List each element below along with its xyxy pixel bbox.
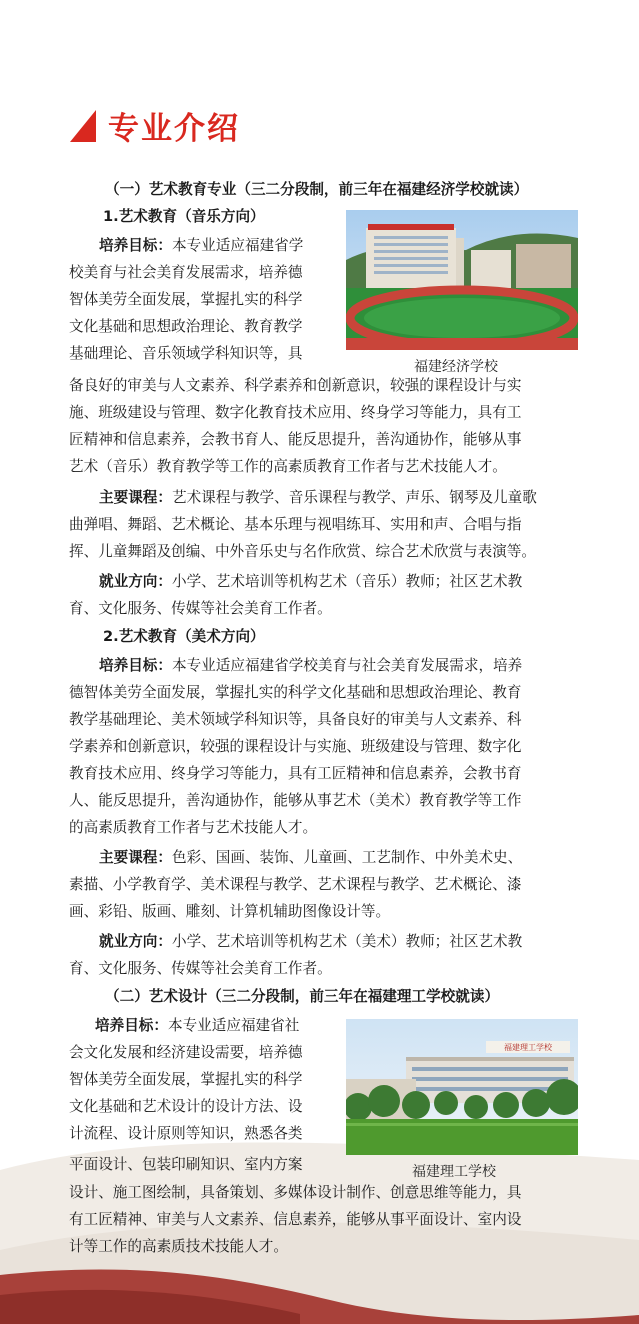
paragraph-line: 曲弹唱、舞蹈、艺术概论、基本乐理与视唱练耳、实用和声、合唱与指 bbox=[69, 516, 522, 533]
paragraph-line: 文化基础和思想政治理论、教育教学 bbox=[69, 318, 303, 335]
paragraph-line: 施、班级建设与管理、数字化教育技术应用、终身学习等能力，具有工 bbox=[69, 404, 522, 421]
subsection-title: （二）艺术设计（三二分段制，前三年在福建理工学校就读） bbox=[105, 988, 500, 1005]
major-title: 2.艺术教育（美术方向） bbox=[103, 628, 265, 645]
paragraph-line: 基础理论、音乐领域学科知识等，具 bbox=[69, 345, 303, 362]
section-heading bbox=[70, 103, 240, 148]
paragraph-line: 教学基础理论、美术领域学科知识等，具备良好的审美与人文素养、科 bbox=[69, 711, 522, 728]
subsection-title: （一）艺术教育专业（三二分段制，前三年在福建经济学校就读） bbox=[105, 181, 529, 198]
paragraph-line: 育、文化服务、传媒等社会美育工作者。 bbox=[69, 600, 332, 617]
paragraph-line: 会文化发展和经济建设需要，培养德 bbox=[69, 1044, 303, 1061]
paragraph-line: 的高素质教育工作者与艺术技能人才。 bbox=[69, 819, 318, 836]
photo-caption: 福建经济学校 bbox=[414, 359, 498, 375]
paragraph-line: 平面设计、包装印刷知识、室内方案 bbox=[69, 1156, 303, 1173]
paragraph-line: 主要课程：艺术课程与教学、音乐课程与教学、声乐、钢琴及儿童歌 bbox=[99, 489, 537, 506]
paragraph-line: 文化基础和艺术设计的设计方法、设 bbox=[69, 1098, 303, 1115]
paragraph-line: 培养目标：本专业适应福建省学校美育与社会美育发展需求，培养 bbox=[99, 657, 523, 674]
paragraph-line: 智体美劳全面发展，掌握扎实的科学 bbox=[69, 291, 303, 308]
paragraph-line: 备良好的审美与人文素养、科学素养和创新意识，较强的课程设计与实 bbox=[69, 377, 522, 394]
paragraph-line: 育、文化服务、传媒等社会美育工作者。 bbox=[69, 960, 332, 977]
red-triangle-icon bbox=[70, 110, 98, 142]
paragraph-line: 就业方向：小学、艺术培训等机构艺术（美术）教师；社区艺术教 bbox=[99, 933, 523, 950]
paragraph-line: 德智体美劳全面发展，掌握扎实的科学文化基础和思想政治理论、教育 bbox=[69, 684, 522, 701]
paragraph-line: 素描、小学教育学、美术课程与教学、艺术课程与教学、艺术概论、漆 bbox=[69, 876, 522, 893]
paragraph-line: 计等工作的高素质技术技能人才。 bbox=[69, 1238, 288, 1255]
paragraph-line: 智体美劳全面发展，掌握扎实的科学 bbox=[69, 1071, 303, 1088]
paragraph-line: 人、能反思提升，善沟通协作，能够从事艺术（美术）教育教学等工作 bbox=[69, 792, 522, 809]
heading-text: 专业介绍 bbox=[108, 111, 240, 147]
paragraph-line: 校美育与社会美育发展需求，培养德 bbox=[69, 264, 303, 281]
paragraph-line: 主要课程：色彩、国画、装饰、儿童画、工艺制作、中外美术史、 bbox=[99, 849, 523, 866]
paragraph-line: 就业方向：小学、艺术培训等机构艺术（音乐）教师；社区艺术教 bbox=[99, 573, 523, 590]
photo-caption: 福建理工学校 bbox=[412, 1164, 496, 1180]
paragraph-line: 教育技术应用、终身学习等能力，具有工匠精神和信息素养，会教书育 bbox=[69, 765, 522, 782]
photo-fujian-economic-school bbox=[346, 210, 578, 350]
paragraph-line: 有工匠精神、审美与人文素养、信息素养，能够从事平面设计、室内设 bbox=[69, 1211, 522, 1228]
paragraph-line: 匠精神和信息素养，会教书育人、能反思提升，善沟通协作，能够从事 bbox=[69, 431, 522, 448]
paragraph-line: 设计、施工图绘制，具备策划、多媒体设计制作、创意思维等能力，具 bbox=[69, 1184, 522, 1201]
paragraph-line: 学素养和创新意识，较强的课程设计与实施、班级建设与管理、数字化 bbox=[69, 738, 522, 755]
paragraph-line: 计流程、设计原则等知识，熟悉各类 bbox=[69, 1125, 303, 1142]
school-sign: 福建理工学校 bbox=[504, 1043, 552, 1052]
major-title: 1.艺术教育（音乐方向） bbox=[103, 208, 265, 225]
paragraph-line: 培养目标：本专业适应福建省学 bbox=[99, 237, 304, 254]
photo-fujian-polytechnic-school bbox=[346, 1019, 578, 1155]
paragraph-line: 画、彩铅、版画、雕刻、计算机辅助图像设计等。 bbox=[69, 903, 391, 920]
paragraph-line: 挥、儿童舞蹈及创编、中外音乐史与名作欣赏、综合艺术欣赏与表演等。 bbox=[69, 543, 537, 560]
paragraph-line: 培养目标：本专业适应福建省社 bbox=[95, 1017, 300, 1034]
paragraph-line: 艺术（音乐）教育教学等工作的高素质教育工作者与艺术技能人才。 bbox=[69, 458, 507, 475]
